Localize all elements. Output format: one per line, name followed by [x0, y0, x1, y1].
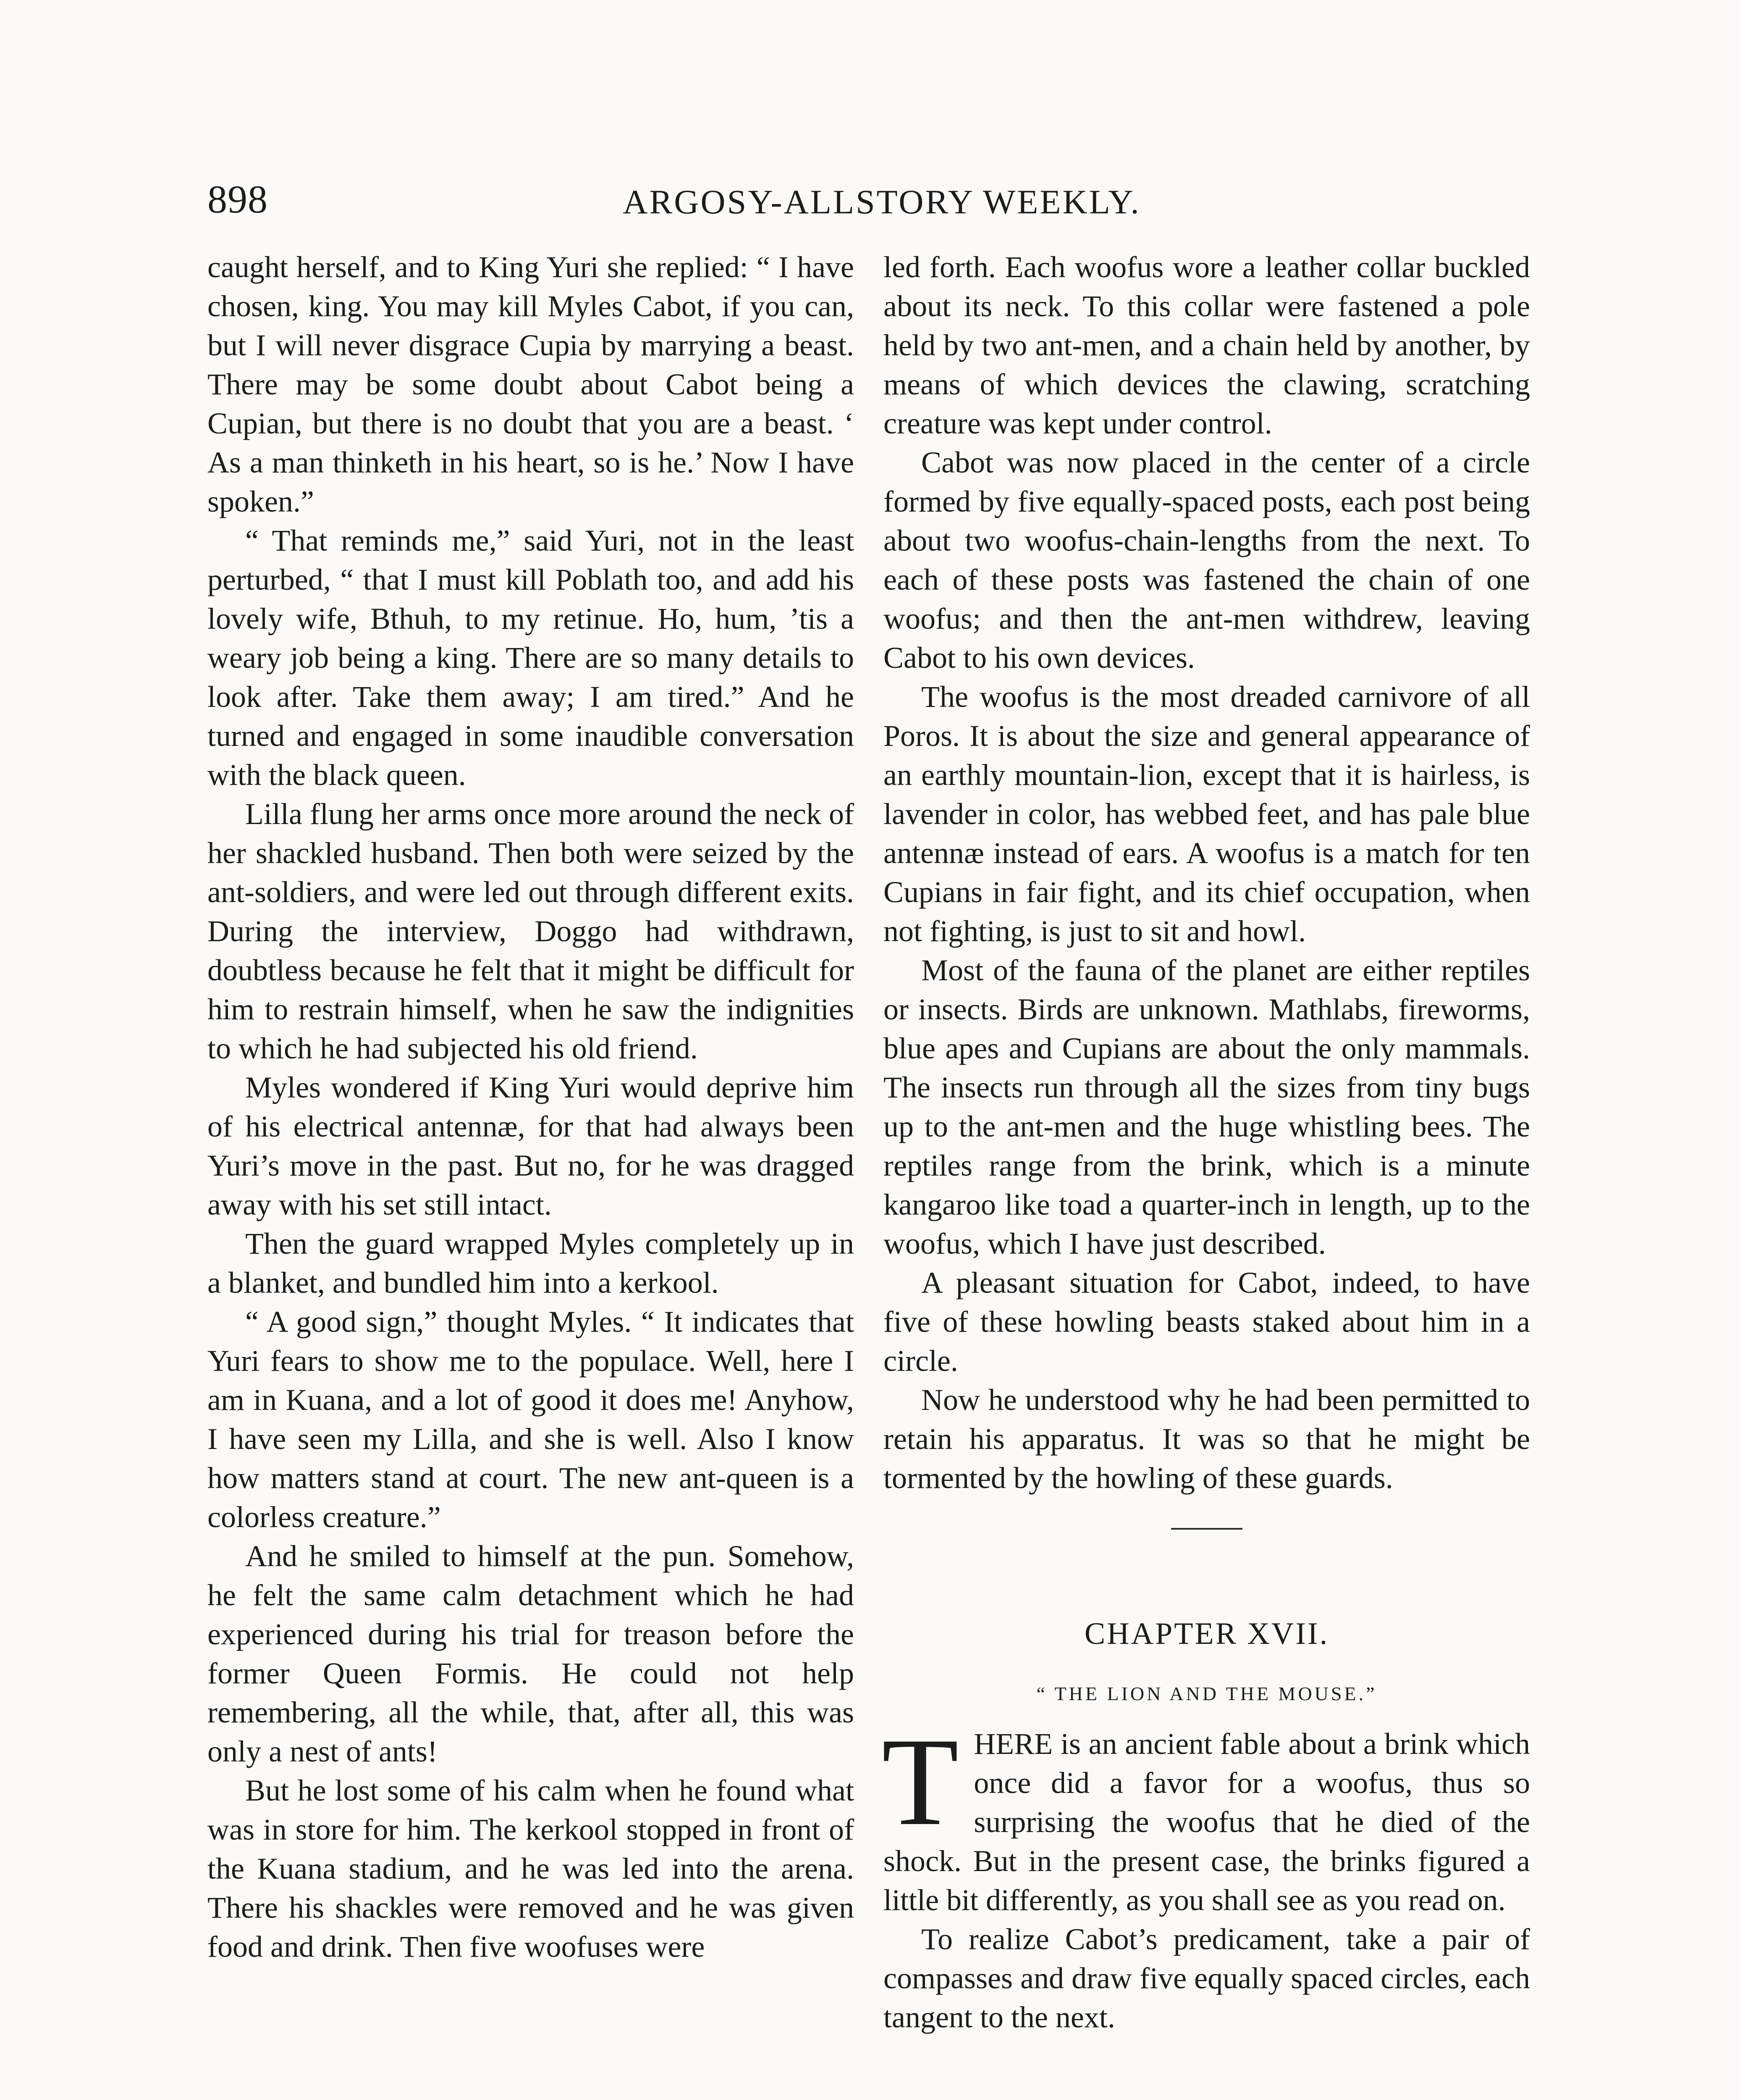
chapter-heading: CHAPTER XVII. — [1084, 1617, 1329, 1651]
paragraph: But he lost some of his calm when he found what was in store for him. The kerkool stopped in front of the Kuana stadium, and he was led into the arena. There his shackles were removed and he was given food and drink. Then five woofuses were — [207, 1774, 854, 1964]
paragraph: led forth. Each woofus wore a leather collar buckled about its neck. To this collar were fastened a pole held by two ant-men, and a chain held by another, by means of which devices the clawing, scratching creature was kept under control. — [883, 250, 1530, 440]
paragraph: “ That reminds me,” said Yuri, not in the least perturbed, “ that I must kill Poblath too, and add his lovely wife, Bthuh, to my retinue. Ho, hum, ’tis a weary job being a king. There are so many details to look after. Take them away; I am tired.” And he turned and engaged in some inaudible conversation with the black queen. — [207, 524, 854, 792]
section-divider — [1171, 1528, 1242, 1530]
right-column — [883, 248, 1530, 2037]
drop-cap: T — [882, 1712, 959, 1851]
running-head: ARGOSY-ALLSTORY WEEKLY. — [623, 183, 1141, 221]
paragraph: To realize Cabot’s predicament, take a pair of compasses and draw five equally spaced circles, each tangent to the next. — [883, 1922, 1530, 2034]
chapter-subtitle: “ THE LION AND THE MOUSE.” — [1036, 1683, 1377, 1704]
paragraph: Now he understood why he had been permitted to retain his apparatus. It was so that he might be tormented by the howling of these guards. — [883, 1383, 1530, 1495]
paragraph: “ A good sign,” thought Myles. “ It indicates that Yuri fears to show me to the populace. Well, here I am in Kuana, and a lot of good it does me! Anyhow, I have seen my Lilla, and she is well. Also I know how matters stand at court. The new ant-queen is a colorless creature.” — [207, 1305, 854, 1534]
paragraph: The woofus is the most dreaded carnivore of all Poros. It is about the size and general appearance of an earthly mountain-lion, except that it is hairless, is lavender in color, has webbed feet, and has pale blue antennæ instead of ears. A woofus is a match for ten Cupians in fair fight, and its chief occupation, when not fighting, is just to sit and howl. — [883, 680, 1530, 948]
page-number: 898 — [207, 178, 268, 221]
paragraph-text: HERE is an ancient fable about a brink which once did a favor for a woofus, thus so surprising the woofus that he died of the shock. But in the present case, the brinks figured a little bit differently, as you shall see as you read on. — [883, 1727, 1530, 1917]
chapter-opening-paragraph — [882, 1712, 1530, 1920]
paragraph: Myles wondered if King Yuri would deprive him of his electrical antennæ, for that had always been Yuri’s move in the past. But no, for he was dragged away with his set still intact. — [207, 1071, 854, 1221]
paragraph: Cabot was now placed in the center of a circle formed by five equally-spaced posts, each post being about two woofus-chain-lengths from the next. To each of these posts was fastened the chain of one woofus; and then the ant-men withdrew, leaving Cabot to his own devices. — [883, 446, 1530, 675]
paragraph: And he smiled to himself at the pun. Somehow, he felt the same calm detachment which he had experienced during his trial for treason before the former Queen Formis. He could not help remembering, all the while, that, after all, this was only a nest of ants! — [207, 1539, 854, 1768]
paragraph: Then the guard wrapped Myles completely up in a blanket, and bundled him into a kerkool. — [207, 1227, 854, 1299]
paragraph: caught herself, and to King Yuri she replied: “ I have chosen, king. You may kill Myles Cabot, if you can, but I will never disgrace Cupia by marrying a beast. There may be some doubt about Cabot being a Cupian, but there is no doubt that you are a beast. ‘ As a man thinketh in his heart, so is he.’ Now I have spoken.” — [207, 250, 854, 518]
paragraph: Most of the fauna of the planet are either reptiles or insects. Birds are unknown. Mathlabs, fireworms, blue apes and Cupians are about the only mammals. The insects run through all the sizes from tiny bugs up to the ant-men and the huge whistling bees. The reptiles range from the brink, which is a minute kangaroo like toad a quarter-inch in length, up to the woofus, which I have just described. — [883, 953, 1530, 1260]
paragraph: Lilla flung her arms once more around the neck of her shackled husband. Then both were seized by the ant-soldiers, and were led out through different exits. During the interview, Doggo had withdrawn, doubtless because he felt that it might be difficult for him to restrain himself, when he saw the indignities to which he had subjected his old friend. — [207, 797, 854, 1065]
paragraph: A pleasant situation for Cabot, indeed, to have five of these howling beasts staked about him in a circle. — [883, 1266, 1530, 1378]
left-column — [207, 248, 854, 1966]
